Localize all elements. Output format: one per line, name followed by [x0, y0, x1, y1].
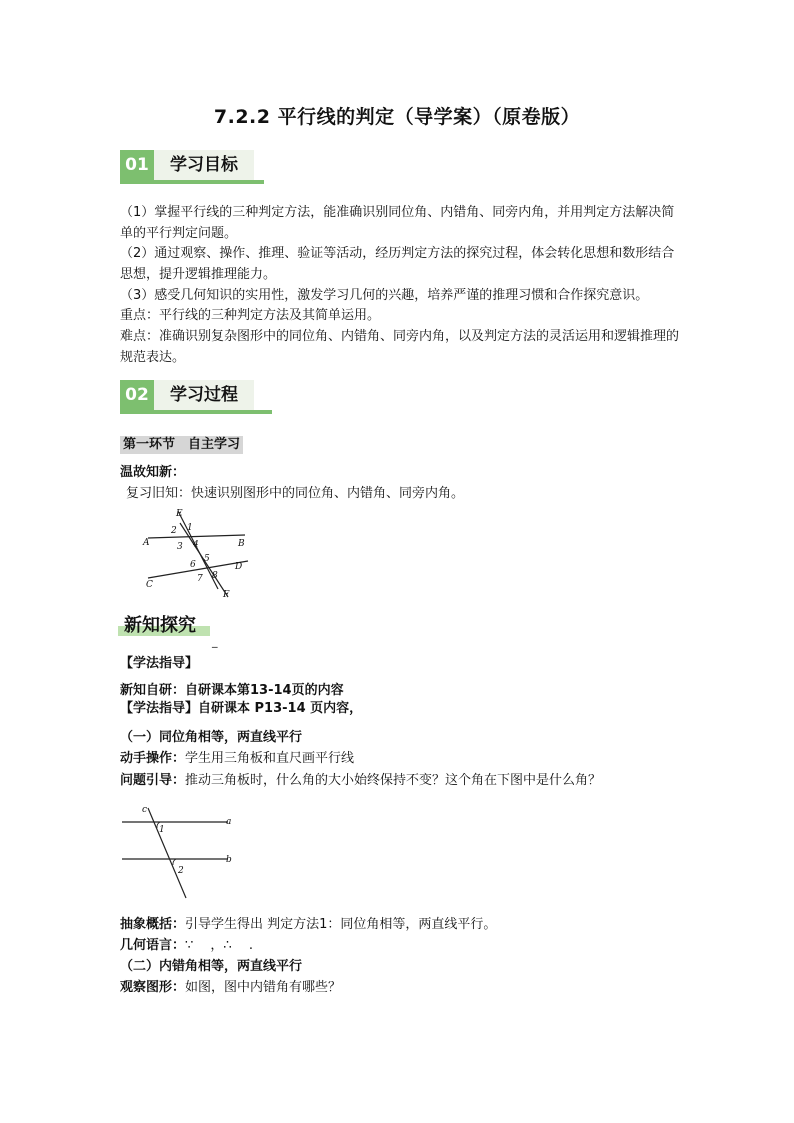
fig1-label: 1	[187, 523, 193, 533]
study-guide-2: 【学法指导】自研课本 P13-14 页内容，	[120, 701, 363, 716]
review-label: 温故知新：	[120, 465, 186, 480]
part1-title: （一）同位角相等，两直线平行	[120, 730, 303, 745]
objective-1: （1）掌握平行线的三种判定方法，能准确识别同位角、内错角、同旁内角，并用判定方法解决简单的平行判定问题。	[120, 205, 675, 241]
fig1-label: B	[238, 539, 245, 549]
geometry-language	[120, 937, 253, 955]
fig1-label: 5	[204, 554, 210, 564]
review-text: 复习旧知：快速识别图形中的同位角、内错角、同旁内角。	[126, 486, 465, 501]
hands-on-label: 动手操作：	[120, 751, 186, 766]
dash-mark: _	[212, 635, 218, 648]
geo-text: ∵ ，∴ .	[185, 938, 253, 953]
fig1-label: E	[176, 509, 183, 519]
stage-heading: 第一环节 自主学习	[120, 436, 243, 454]
page-title: 7.2.2 平行线的判定（导学案）（原卷版）	[213, 106, 581, 128]
fig2-label: b	[226, 855, 232, 865]
abstract-label: 抽象概括：	[120, 917, 186, 932]
hands-on	[120, 750, 354, 768]
fig1-label: 7	[197, 574, 203, 584]
fig2-label: a	[226, 817, 232, 827]
observe	[120, 979, 341, 997]
section-number: 01	[120, 150, 154, 180]
question-text: 推动三角板时，什么角的大小始终保持不变？这个角在下图中是什么角？	[185, 773, 602, 788]
section-label: 学习目标	[154, 150, 254, 180]
new-explore-heading: 新知探究	[124, 615, 196, 636]
section-header-objectives	[120, 150, 264, 184]
question	[120, 772, 601, 790]
question-label: 问题引导：	[120, 773, 186, 788]
fig1-label: 6	[190, 560, 196, 570]
observe-label: 观察图形：	[120, 980, 186, 995]
section-label: 学习过程	[154, 380, 254, 410]
fig1-label: 2	[171, 526, 177, 536]
fig2-label: 1	[159, 825, 165, 835]
section-underline	[120, 180, 264, 184]
section-header-process	[120, 380, 272, 414]
abstract	[120, 916, 496, 934]
angle-2-arc	[173, 859, 176, 865]
key-point: 重点：平行线的三种判定方法及其简单运用。	[120, 308, 381, 323]
fig1-label: 4	[193, 540, 199, 550]
objective-3: （3）感受几何知识的实用性，激发学习几何的兴趣，培养严谨的推理习惯和合作探究意识。	[120, 288, 649, 303]
observe-text: 如图，图中内错角有哪些？	[185, 980, 342, 995]
fig1-label: 3	[177, 542, 183, 552]
fig2-label: c	[142, 805, 148, 815]
part2-title: （二）内错角相等，两直线平行	[120, 959, 303, 974]
fig1-label: F	[223, 590, 230, 600]
hands-on-text: 学生用三角板和直尺画平行线	[185, 751, 355, 766]
fig1-label: 8	[212, 571, 218, 581]
self-study: 新知自研：自研课本第13-14页的内容	[120, 683, 344, 698]
line-ab	[148, 535, 245, 538]
objective-2: （2）通过观察、操作、推理、验证等活动，经历判定方法的探究过程，体会转化思想和数形结合思想，提升逻辑推理能力。	[120, 246, 675, 282]
fig1-label: A	[143, 538, 150, 548]
fig2-label: 2	[178, 866, 184, 876]
section-number: 02	[120, 380, 154, 410]
fig1-label: D	[235, 562, 243, 572]
difficulty: 难点：准确识别复杂图形中的同位角、内错角、同旁内角，以及判定方法的灵活运用和逻辑推理的规范表达。	[120, 329, 680, 365]
section-underline	[120, 410, 272, 414]
figure-corresponding-angles	[120, 800, 245, 905]
figure-transversals	[140, 505, 255, 600]
abstract-text: 引导学生得出 判定方法1：同位角相等，两直线平行。	[185, 917, 497, 932]
fig1-label: C	[146, 580, 153, 590]
study-guide-1: 【学法指导】	[120, 656, 199, 671]
geo-label: 几何语言：	[120, 938, 186, 953]
